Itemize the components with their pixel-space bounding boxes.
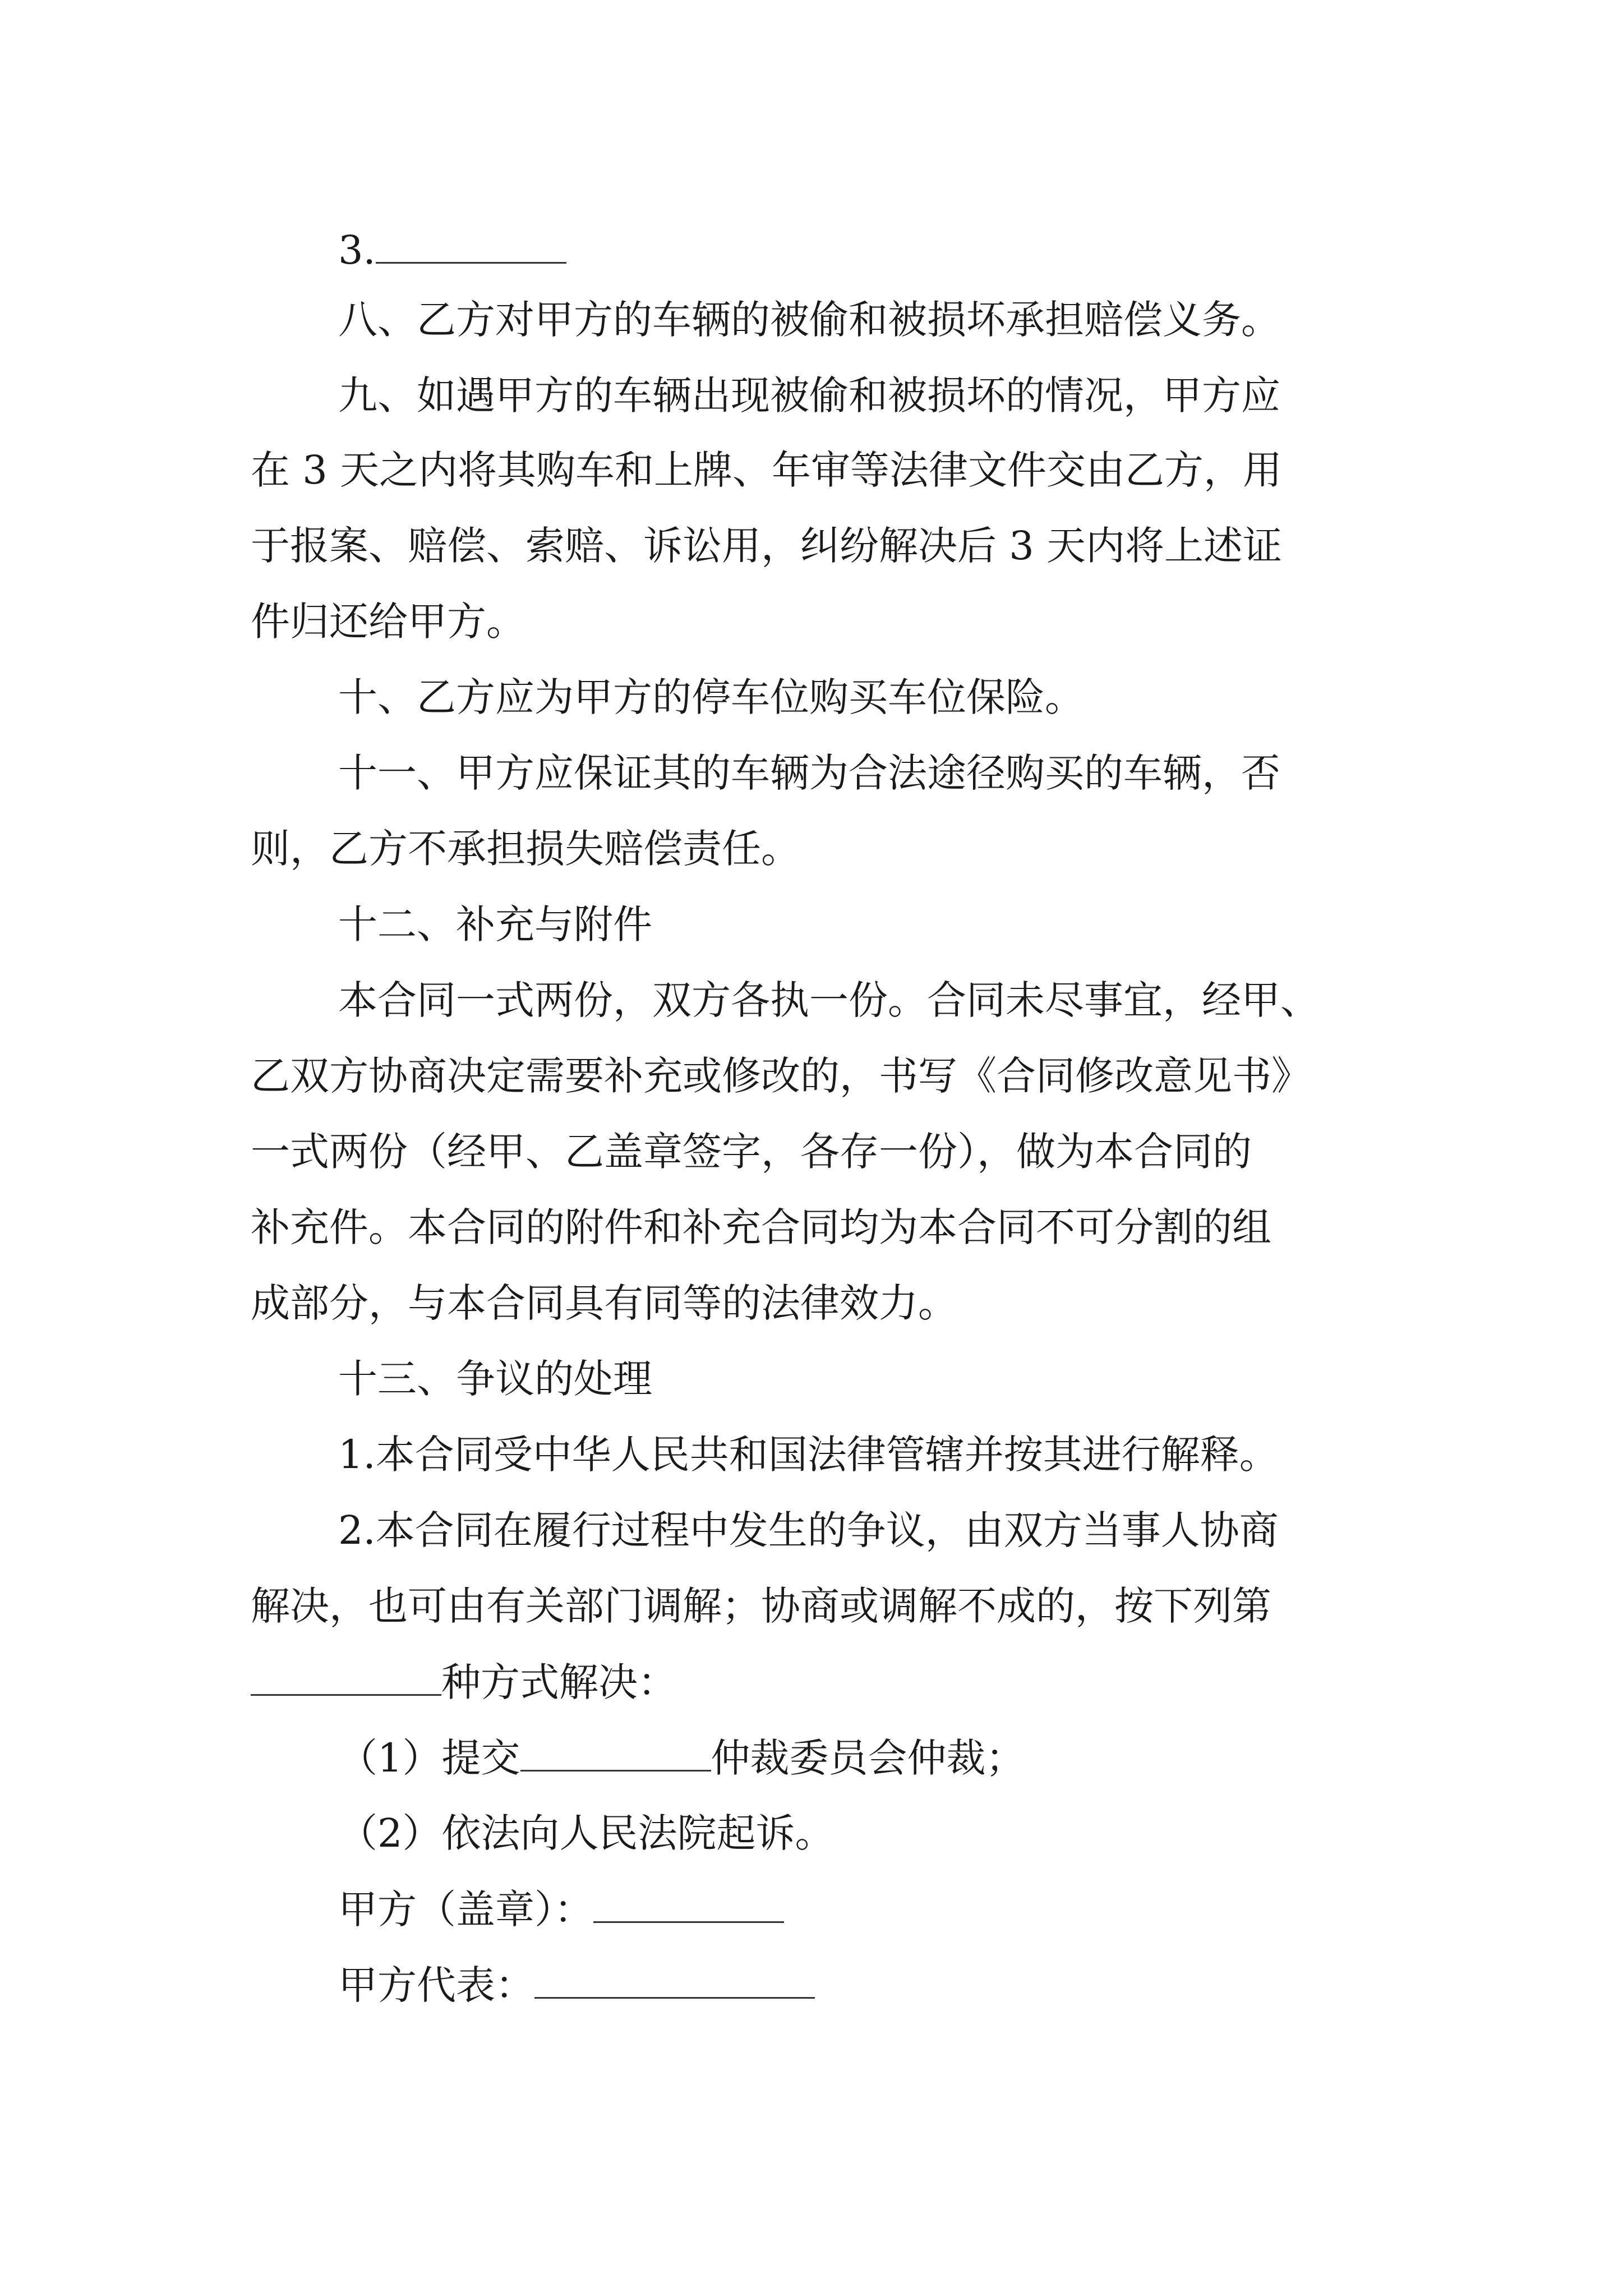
- clause-12-para-line-1: 本合同一式两份，双方各执一份。合同未尽事宜，经甲、: [338, 977, 1320, 1023]
- clause-13-item-2-line-3: 种方式解决：: [251, 1659, 677, 1705]
- clause-9-line-3: 于报案、赔偿、索赔、诉讼用，纠纷解决后 3 天内将上述证: [251, 523, 1283, 569]
- option-2: （2）依法向人民法院起诉。: [338, 1810, 834, 1856]
- clause-13-item-2-line-2: 解决，也可由有关部门调解；协商或调解不成的，按下列第: [251, 1583, 1271, 1629]
- blank-line: [251, 1659, 441, 1696]
- party-a-seal: 甲方（盖章）：: [338, 1887, 784, 1932]
- clause-12-para-line-4: 补充件。本合同的附件和补充合同均为本合同不可分割的组: [251, 1204, 1271, 1250]
- clause-13-heading: 十三、争议的处理: [338, 1356, 652, 1402]
- blank-line: [376, 227, 566, 264]
- clause-10: 十、乙方应为甲方的停车位购买车位保险。: [338, 674, 1084, 720]
- clause-12-para-line-3: 一式两份（经甲、乙盖章签字，各存一份），做为本合同的: [251, 1129, 1252, 1175]
- blank-line: [534, 1962, 815, 1999]
- blank-line: [593, 1887, 784, 1923]
- party-a-representative: 甲方代表：: [338, 1962, 815, 2008]
- clause-13-item-1: 1.本合同受中华人民共和国法律管辖并按其进行解释。: [338, 1432, 1279, 1478]
- clause-12-heading: 十二、补充与附件: [338, 901, 652, 947]
- clause-12-para-line-2: 乙双方协商决定需要补充或修改的，书写《合同修改意见书》: [251, 1053, 1311, 1099]
- clause-11-line-1: 十一、甲方应保证其的车辆为合法途径购买的车辆，否: [338, 750, 1280, 796]
- clause-9-line-4: 件归还给甲方。: [251, 599, 525, 645]
- blank-line: [520, 1735, 711, 1772]
- clause-13-item-2-line-1: 2.本合同在履行过程中发生的争议，由双方当事人协商: [338, 1507, 1279, 1553]
- clause-12-para-line-5: 成部分，与本合同具有同等的法律效力。: [251, 1280, 957, 1326]
- clause-11-line-2: 则，乙方不承担损失赔偿责任。: [251, 826, 800, 872]
- option-1: （1）提交 仲裁委员会仲裁；: [338, 1735, 1025, 1781]
- clause-8: 八、乙方对甲方的车辆的被偷和被损坏承担赔偿义务。: [338, 297, 1280, 343]
- clause-9-line-1: 九、如遇甲方的车辆出现被偷和被损坏的情况，甲方应: [338, 372, 1280, 418]
- clause-7-item-3: 3.: [338, 227, 566, 273]
- clause-9-line-2: 在 3 天之内将其购车和上牌、年审等法律文件交由乙方，用: [251, 447, 1283, 493]
